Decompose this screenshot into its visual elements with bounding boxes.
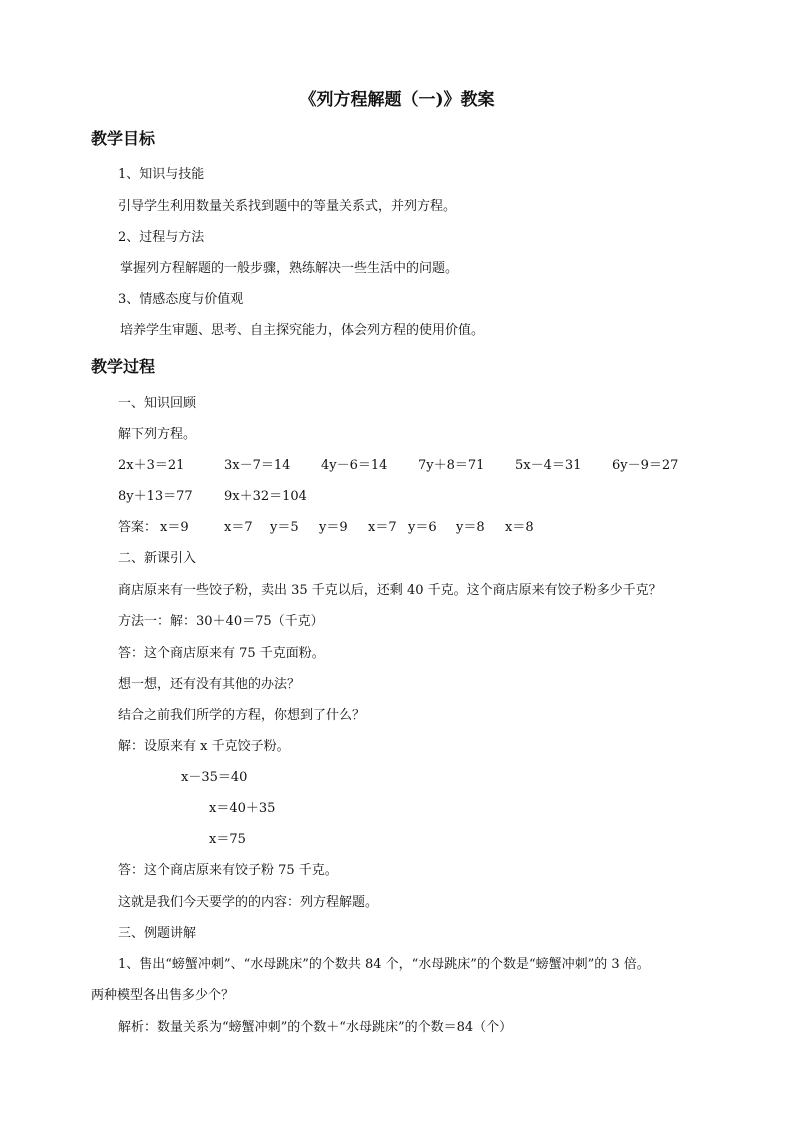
intro-heading: 二、新课引入 <box>118 551 197 566</box>
goal-2-text: 掌握列方程解题的一般步骤，熟练解决一些生活中的问题。 <box>120 261 459 276</box>
intro-think: 想一想，还有没有其他的办法？ <box>118 677 301 692</box>
example-1-line-2: 两种模型各出售多少个？ <box>91 988 235 1003</box>
equation-6: 6y－9＝27 <box>612 458 679 473</box>
answers-label: 答案： <box>118 520 158 535</box>
goal-1-title: 1、知识与技能 <box>118 167 205 182</box>
review-instruction: 解下列方程。 <box>118 427 197 442</box>
answer-7: y＝8 <box>456 520 485 535</box>
intro-solution-intro: 解：设原来有 x 千克饺子粉。 <box>118 739 290 754</box>
answer-1: x＝9 <box>160 520 189 535</box>
answer-2: x＝7 <box>224 520 253 535</box>
intro-today: 这就是我们今天要学的的内容：列方程解题。 <box>118 895 379 910</box>
examples-heading: 三、例题讲解 <box>118 926 197 941</box>
section-heading-process: 教学过程 <box>91 357 156 376</box>
goal-3-text: 培养学生审题、思考、自主探究能力，体会列方程的使用价值。 <box>120 323 485 338</box>
example-1-analysis: 解析：数量关系为“螃蟹冲刺”的个数＋“水母跳床”的个数＝84（个） <box>118 1020 513 1035</box>
intro-problem: 商店原来有一些饺子粉，卖出 35 千克以后，还剩 40 千克。这个商店原来有饺子粉多少千克？ <box>118 583 662 598</box>
answer-4: y＝9 <box>319 520 348 535</box>
goal-2-title: 2、过程与方法 <box>118 230 205 245</box>
goal-3-title: 3、情感态度与价值观 <box>118 292 244 307</box>
intro-combine: 结合之前我们所学的方程，你想到了什么？ <box>118 708 366 723</box>
intro-answer-1: 答：这个商店原来有 75 千克面粉。 <box>118 646 325 661</box>
equation-2: 3x－7＝14 <box>224 458 291 473</box>
answer-8: x＝8 <box>505 520 534 535</box>
document-title: 《列方程解题（一)》教案 <box>299 90 495 110</box>
equation-1: 2x＋3＝21 <box>118 458 185 473</box>
solution-step-2: x＝40＋35 <box>209 801 276 816</box>
equation-8: 9x＋32＝104 <box>224 489 307 504</box>
section-heading-goals: 教学目标 <box>91 129 156 148</box>
answer-3: y＝5 <box>270 520 299 535</box>
review-heading: 一、知识回顾 <box>118 396 197 411</box>
solution-step-1: x－35＝40 <box>181 770 248 785</box>
answer-6: y＝6 <box>408 520 437 535</box>
equation-7: 8y＋13＝77 <box>118 489 193 504</box>
goal-1-text: 引导学生利用数量关系找到题中的等量关系式，并列方程。 <box>118 199 457 214</box>
answer-5: x＝7 <box>368 520 397 535</box>
equation-4: 7y＋8＝71 <box>418 458 485 473</box>
equation-5: 5x－4＝31 <box>515 458 582 473</box>
intro-method-1: 方法一：解：30＋40＝75（千克） <box>118 614 324 629</box>
solution-step-3: x＝75 <box>209 832 246 847</box>
intro-answer-2: 答：这个商店原来有饺子粉 75 千克。 <box>118 863 338 878</box>
example-1-line-1: 1、售出“螃蟹冲刺”、“水母跳床”的个数共 84 个，“水母跳床”的个数是“螃蟹冲刺”的 3 倍。 <box>118 957 650 972</box>
equation-3: 4y－6＝14 <box>321 458 388 473</box>
